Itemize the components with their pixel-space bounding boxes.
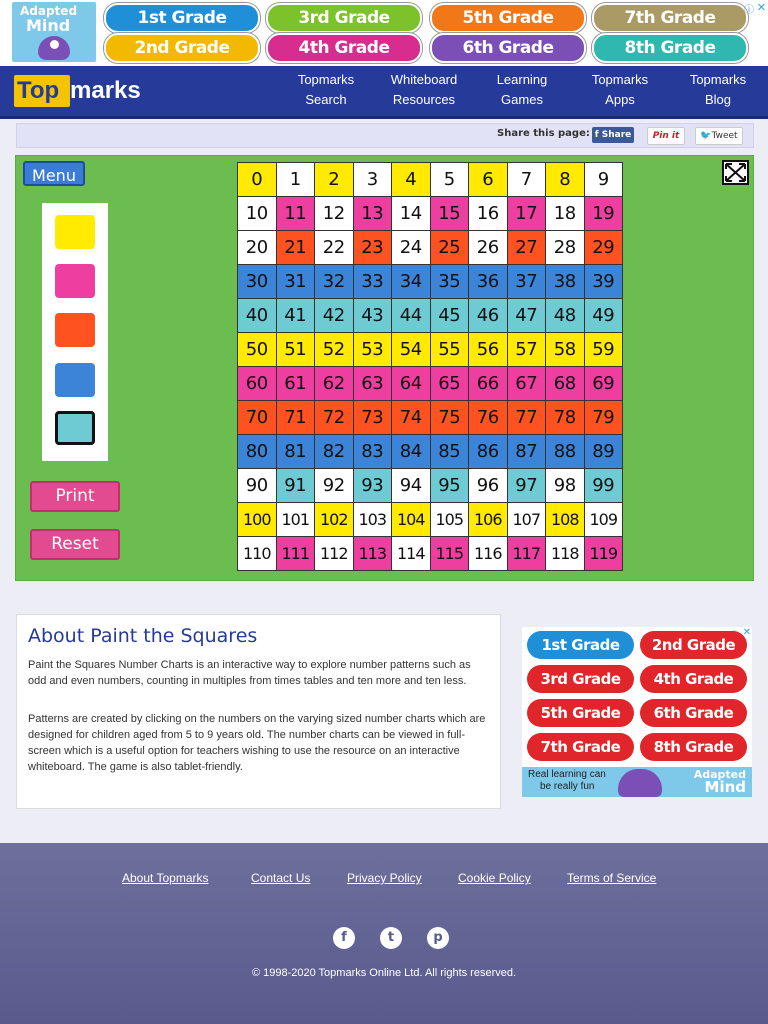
number-cell[interactable]: 53	[354, 333, 393, 367]
number-cell[interactable]: 60	[238, 367, 277, 401]
number-cell[interactable]: 90	[238, 469, 277, 503]
number-cell[interactable]: 101	[277, 503, 316, 537]
number-cell[interactable]: 98	[546, 469, 585, 503]
number-cell[interactable]: 73	[354, 401, 393, 435]
page-footer	[0, 843, 768, 1024]
number-cell[interactable]: 44	[392, 299, 431, 333]
ad-logo-line1: Adapted	[20, 4, 78, 18]
number-cell[interactable]: 55	[431, 333, 470, 367]
logo-marks-part: marks	[70, 77, 141, 104]
side-ad-banner[interactable]	[522, 627, 752, 797]
menu-button[interactable]: Menu	[23, 161, 85, 186]
number-cell[interactable]: 76	[469, 401, 508, 435]
nav-topmarks-apps[interactable]	[584, 70, 656, 110]
ad-grade-button[interactable]: 8th Grade	[640, 733, 747, 761]
number-cell[interactable]: 1	[277, 163, 316, 197]
ad-tagline-line2: be really fun	[540, 781, 595, 792]
facebook-icon: f	[594, 130, 602, 140]
number-cell[interactable]: 39	[585, 265, 624, 299]
number-cell[interactable]: 67	[508, 367, 547, 401]
ad-grade-button[interactable]: 4th Grade	[266, 33, 422, 63]
nav-whiteboard-resources[interactable]	[382, 70, 466, 110]
tweet-label: Tweet	[711, 131, 738, 141]
number-cell[interactable]: 69	[585, 367, 624, 401]
number-cell[interactable]: 108	[546, 503, 585, 537]
main-nav	[0, 66, 768, 119]
number-cell[interactable]: 52	[315, 333, 354, 367]
swatch-teal-selected[interactable]	[55, 411, 95, 445]
number-cell[interactable]: 21	[277, 231, 316, 265]
number-cell[interactable]: 58	[546, 333, 585, 367]
number-cell[interactable]: 77	[508, 401, 547, 435]
fullscreen-arrows-icon	[724, 162, 747, 183]
number-cell[interactable]: 27	[508, 231, 547, 265]
ad-brand-line2: Mind	[704, 778, 746, 796]
number-cell[interactable]: 64	[392, 367, 431, 401]
number-cell[interactable]: 74	[392, 401, 431, 435]
number-cell[interactable]: 17	[508, 197, 547, 231]
number-cell[interactable]: 33	[354, 265, 393, 299]
number-cell[interactable]: 47	[508, 299, 547, 333]
swatch-orange[interactable]	[55, 313, 95, 347]
number-cell[interactable]: 102	[315, 503, 354, 537]
copyright-text: © 1998-2020 Topmarks Online Ltd. All rights reserved.	[251, 967, 517, 979]
number-cell[interactable]: 110	[238, 537, 277, 571]
number-cell[interactable]: 75	[431, 401, 470, 435]
nav-topmarks-blog[interactable]	[682, 70, 754, 110]
nav-item-line1: Topmarks	[297, 72, 355, 87]
number-cell[interactable]: 25	[431, 231, 470, 265]
number-cell[interactable]: 116	[469, 537, 508, 571]
twitter-tweet-button[interactable]	[695, 127, 743, 145]
number-cell[interactable]: 19	[585, 197, 624, 231]
number-cell[interactable]: 34	[392, 265, 431, 299]
number-cell[interactable]: 105	[431, 503, 470, 537]
nav-topmarks-search[interactable]	[290, 70, 362, 110]
ad-grade-button[interactable]: 5th Grade	[430, 3, 586, 33]
number-cell[interactable]: 9	[585, 163, 624, 197]
number-cell[interactable]: 106	[469, 503, 508, 537]
number-cell[interactable]: 36	[469, 265, 508, 299]
ad-grade-button[interactable]: 6th Grade	[430, 33, 586, 63]
number-cell[interactable]: 28	[546, 231, 585, 265]
nav-item-line1: Whiteboard	[390, 72, 458, 87]
number-cell[interactable]: 2	[315, 163, 354, 197]
number-cell[interactable]: 5	[431, 163, 470, 197]
footer-link-terms-of-service[interactable]: Terms of Service	[567, 871, 657, 885]
number-cell[interactable]: 104	[392, 503, 431, 537]
number-cell[interactable]: 92	[315, 469, 354, 503]
nav-learning-games[interactable]	[487, 70, 557, 110]
number-cell[interactable]: 59	[585, 333, 624, 367]
nav-item-line2: Apps	[605, 92, 635, 107]
monster-icon	[618, 769, 662, 797]
number-cell[interactable]: 16	[469, 197, 508, 231]
ad-grade-button[interactable]: 7th Grade	[527, 733, 634, 761]
footer-link-privacy-policy[interactable]: Privacy Policy	[347, 871, 422, 885]
ad-tagline-line1: Real learning can	[528, 769, 606, 780]
number-cell[interactable]: 72	[315, 401, 354, 435]
number-cell[interactable]: 10	[238, 197, 277, 231]
number-cell[interactable]: 31	[277, 265, 316, 299]
number-cell[interactable]: 48	[546, 299, 585, 333]
ad-info-icon[interactable]: ⓘ	[744, 5, 754, 16]
number-cell[interactable]: 30	[238, 265, 277, 299]
about-section	[16, 614, 501, 809]
number-cell[interactable]: 71	[277, 401, 316, 435]
ad-grade-button[interactable]: 2nd Grade	[104, 33, 260, 63]
ad-grade-button[interactable]: 4th Grade	[640, 665, 747, 693]
number-cell[interactable]: 112	[315, 537, 354, 571]
number-cell[interactable]: 13	[354, 197, 393, 231]
fullscreen-icon[interactable]	[722, 160, 749, 185]
swatch-pink[interactable]	[55, 264, 95, 298]
reset-button[interactable]: Reset	[30, 529, 120, 560]
color-palette	[42, 203, 108, 461]
pinterest-label: Pin it	[652, 131, 680, 141]
footer-link-cookie-policy[interactable]: Cookie Policy	[458, 871, 531, 885]
ad-logo-line2: Mind	[26, 16, 71, 35]
ad-grade-button[interactable]: 2nd Grade	[640, 631, 747, 659]
number-cell[interactable]: 22	[315, 231, 354, 265]
number-cell[interactable]: 84	[392, 435, 431, 469]
number-cell[interactable]: 88	[546, 435, 585, 469]
nav-item-line2: Search	[305, 92, 347, 107]
number-cell[interactable]: 97	[508, 469, 547, 503]
ad-footer-strip	[522, 767, 752, 797]
share-label: Share this page:	[497, 128, 590, 139]
number-cell[interactable]: 99	[585, 469, 624, 503]
number-cell[interactable]: 114	[392, 537, 431, 571]
number-cell[interactable]: 54	[392, 333, 431, 367]
footer-link-contact-us[interactable]: Contact Us	[251, 871, 311, 885]
number-cell[interactable]: 89	[585, 435, 624, 469]
number-cell[interactable]: 85	[431, 435, 470, 469]
number-cell[interactable]: 61	[277, 367, 316, 401]
number-cell[interactable]: 93	[354, 469, 393, 503]
share-bar	[16, 123, 754, 148]
number-cell[interactable]: 78	[546, 401, 585, 435]
number-cell[interactable]: 35	[431, 265, 470, 299]
number-cell[interactable]: 32	[315, 265, 354, 299]
number-cell[interactable]: 82	[315, 435, 354, 469]
number-cell[interactable]: 18	[546, 197, 585, 231]
pinterest-pin-button[interactable]	[647, 127, 685, 145]
number-cell[interactable]: 37	[508, 265, 547, 299]
number-cell[interactable]: 29	[585, 231, 624, 265]
number-cell[interactable]: 81	[277, 435, 316, 469]
number-cell[interactable]: 43	[354, 299, 393, 333]
ad-close-icon[interactable]: ✕	[742, 627, 751, 638]
nav-item-line2: Resources	[392, 92, 456, 107]
nav-item-line2: Blog	[704, 92, 732, 107]
number-cell[interactable]: 118	[546, 537, 585, 571]
adapted-mind-logo[interactable]	[12, 2, 96, 62]
number-cell[interactable]: 107	[508, 503, 547, 537]
number-cell[interactable]: 15	[431, 197, 470, 231]
number-cell[interactable]: 50	[238, 333, 277, 367]
print-button[interactable]: Print	[30, 481, 120, 512]
ad-grade-button[interactable]: 3rd Grade	[527, 665, 634, 693]
number-cell[interactable]: 0	[238, 163, 277, 197]
number-cell[interactable]: 83	[354, 435, 393, 469]
monster-eye-icon	[50, 40, 59, 49]
number-cell[interactable]: 62	[315, 367, 354, 401]
nav-item-line1: Learning	[496, 72, 548, 87]
nav-item-line1: Topmarks	[591, 72, 649, 87]
number-cell[interactable]: 94	[392, 469, 431, 503]
number-cell[interactable]: 40	[238, 299, 277, 333]
pinterest-icon[interactable]: p	[427, 927, 449, 949]
number-cell[interactable]: 42	[315, 299, 354, 333]
about-title: About Paint the Squares	[28, 625, 258, 647]
number-cell[interactable]: 117	[508, 537, 547, 571]
ad-grade-button[interactable]: 1st Grade	[527, 631, 634, 659]
about-paragraph-1: Paint the Squares Number Charts is an interactive way to explore number patterns such as odd and even numbers, counting in multiples from times tables and ten more and ten less.	[28, 659, 471, 687]
number-cell[interactable]: 79	[585, 401, 624, 435]
number-cell[interactable]: 46	[469, 299, 508, 333]
number-cell[interactable]: 96	[469, 469, 508, 503]
number-cell[interactable]: 14	[392, 197, 431, 231]
number-cell[interactable]: 113	[354, 537, 393, 571]
number-cell[interactable]: 115	[431, 537, 470, 571]
facebook-icon[interactable]: f	[333, 927, 355, 949]
number-cell[interactable]: 57	[508, 333, 547, 367]
number-cell[interactable]: 111	[277, 537, 316, 571]
number-cell[interactable]: 7	[508, 163, 547, 197]
number-cell[interactable]: 109	[585, 503, 624, 537]
ad-grade-button[interactable]: 7th Grade	[592, 3, 748, 33]
paint-the-squares-game[interactable]	[15, 155, 754, 581]
ad-grade-button[interactable]: 5th Grade	[527, 699, 634, 727]
number-cell[interactable]: 91	[277, 469, 316, 503]
nav-item-line1: Topmarks	[689, 72, 747, 87]
ad-grade-button[interactable]: 3rd Grade	[266, 3, 422, 33]
swatch-blue[interactable]	[55, 363, 95, 397]
number-cell[interactable]: 4	[392, 163, 431, 197]
number-cell[interactable]: 38	[546, 265, 585, 299]
facebook-share-button[interactable]	[592, 127, 634, 143]
number-cell[interactable]: 20	[238, 231, 277, 265]
number-cell[interactable]: 23	[354, 231, 393, 265]
ad-grade-button[interactable]: 1st Grade	[104, 3, 260, 33]
nav-item-line2: Games	[501, 92, 543, 107]
number-cell[interactable]: 66	[469, 367, 508, 401]
ad-close-icon[interactable]: ✕	[756, 1, 766, 14]
number-cell[interactable]: 6	[469, 163, 508, 197]
top-ad-banner[interactable]	[0, 0, 768, 66]
number-cell[interactable]: 49	[585, 299, 624, 333]
number-cell[interactable]: 41	[277, 299, 316, 333]
number-cell[interactable]: 45	[431, 299, 470, 333]
ad-brand-line1: Adapted	[693, 768, 746, 781]
number-cell[interactable]: 12	[315, 197, 354, 231]
number-cell[interactable]: 8	[546, 163, 585, 197]
number-cell[interactable]: 86	[469, 435, 508, 469]
number-cell[interactable]: 56	[469, 333, 508, 367]
swatch-yellow[interactable]	[55, 215, 95, 249]
number-grid	[237, 162, 623, 571]
number-cell[interactable]: 63	[354, 367, 393, 401]
facebook-share-label: Share	[601, 130, 632, 140]
number-cell[interactable]: 11	[277, 197, 316, 231]
about-paragraph-2: Patterns are created by clicking on the numbers on the varying sized number charts which are designed for children aged from 5 to 9 years old. The number charts can be viewed in full-screen which is a useful option for teachers wishing to use the resource on an interactive whiteboard. The game is also tablet-friendly.	[28, 713, 486, 773]
number-cell[interactable]: 68	[546, 367, 585, 401]
ad-grade-button[interactable]: 6th Grade	[640, 699, 747, 727]
footer-link-about-topmarks[interactable]: About Topmarks	[122, 871, 209, 885]
number-cell[interactable]: 87	[508, 435, 547, 469]
number-cell[interactable]: 3	[354, 163, 393, 197]
number-cell[interactable]: 119	[585, 537, 624, 571]
number-cell[interactable]: 95	[431, 469, 470, 503]
twitter-icon[interactable]: t	[380, 927, 402, 949]
ad-grade-button[interactable]: 8th Grade	[592, 33, 748, 63]
number-cell[interactable]: 80	[238, 435, 277, 469]
number-cell[interactable]: 24	[392, 231, 431, 265]
number-cell[interactable]: 100	[238, 503, 277, 537]
number-cell[interactable]: 26	[469, 231, 508, 265]
number-cell[interactable]: 103	[354, 503, 393, 537]
logo-top-part: Top	[14, 75, 70, 107]
twitter-icon: 🐦	[700, 131, 712, 141]
number-cell[interactable]: 65	[431, 367, 470, 401]
number-cell[interactable]: 51	[277, 333, 316, 367]
number-cell[interactable]: 70	[238, 401, 277, 435]
